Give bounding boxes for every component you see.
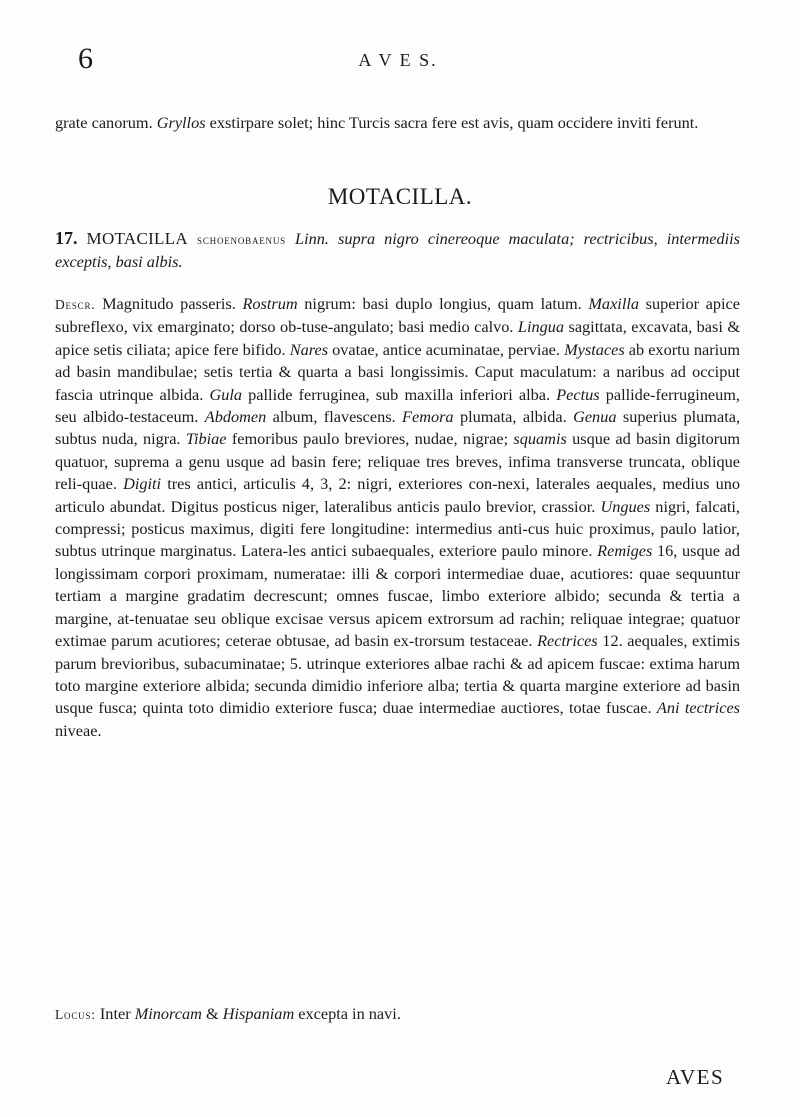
descr-term: Ungues — [600, 496, 651, 516]
catchword: AVES — [666, 1065, 725, 1089]
descr-text: ab exortu narium ad basin mandibulae; setis tertia & quarta a basi longissimis. Caput maculatum: a naribus ad occiput fascia utrinque albida. — [55, 339, 741, 404]
locus-paragraph — [55, 1003, 740, 1026]
species-heading — [55, 227, 740, 274]
descr-term: Tibiae — [185, 429, 227, 449]
species-epithet: schoenobaenus — [197, 232, 286, 247]
descr-text: pallide-ferrugineum, seu albido-testaceum. — [55, 384, 741, 427]
descr-term: Rostrum — [242, 294, 298, 313]
section-title: MOTACILLA. — [327, 184, 473, 209]
running-head: A V E S. — [358, 50, 438, 70]
descr-term: Genua — [573, 407, 617, 427]
locus-place: Hispaniam — [222, 1004, 295, 1023]
species-genus: MOTACILLA — [86, 229, 188, 248]
descr-text: superior apice subreflexo, vix emarginato; dorso ob-tuse-angulato; basi medio calvo. — [55, 294, 741, 337]
intro-paragraph — [55, 112, 740, 134]
descr-text: niveae. — [55, 720, 102, 740]
descr-term: Abdomen — [204, 407, 267, 427]
descr-term: Ani tectrices — [656, 698, 741, 718]
descr-term: Rectrices — [537, 631, 598, 651]
descr-text: nigri, falcati, compressi; posticus maximus, digiti fere longitudine: intermedius anti-cus huic proximus, paulo latior, subtus utrinque marginatus. Latera-les antici subaequales, exteriore paulo minore. — [55, 496, 740, 561]
descr-term: squamis — [513, 429, 567, 449]
descr-label: Descr. — [55, 297, 96, 312]
descr-text: nigrum: basi duplo longius, quam latum. — [297, 294, 589, 313]
descr-term: Remiges — [597, 541, 653, 561]
descr-term: Nares — [289, 339, 329, 359]
descr-term: Lingua — [517, 317, 565, 337]
descr-text: album, flavescens. — [266, 407, 403, 427]
descr-text: femoribus paulo breviores, nudae, nigrae; — [226, 429, 514, 449]
descr-text: superius plumata, subtus nuda, nigra. — [55, 407, 741, 449]
descr-term: Mystaces — [564, 339, 625, 359]
descr-term: Digiti — [123, 474, 162, 494]
descr-text: 12. aequales, extimis parum brevioribus, subacuminatae; 5. utrinque exteriores albae rachi & ad apicem fuscae: extima harum toto margine exteriore albida; secunda dimidio inferiore alba; tertia & quarta margine exteriore ad basin usque fusca; quinta toto dimidio exteriore fusca; duae intermediae auctiores, totae fuscae. — [55, 631, 740, 718]
descr-text: plumata, albida. — [453, 407, 574, 427]
species-number: 17. — [55, 228, 78, 248]
locus-text: excepta in navi. — [294, 1004, 401, 1023]
species-diagnosis: supra nigro cinereoque maculata; rectricibus, intermediis exceptis, basi albis. — [55, 229, 740, 272]
intro-term: Gryllos — [156, 113, 206, 132]
descr-term: Femora — [402, 407, 454, 427]
intro-text: exstirpare solet; hinc Turcis sacra fere est avis, quam occidere inviti ferunt. — [205, 113, 699, 132]
locus-text: Inter — [95, 1004, 135, 1023]
descr-term: Pectus — [556, 384, 600, 404]
descr-term: Gula — [209, 384, 243, 404]
descr-text: ovatae, antice acuminatae, perviae. — [328, 339, 565, 359]
page-header — [78, 44, 718, 74]
intro-text: grate canorum. — [55, 113, 157, 132]
locus-label: Locus: — [55, 1007, 96, 1022]
descr-text: usque ad basin digitorum quatuor, suprema a genu usque ad basin fere; reliquae tres breves, infima transverse truncata, oblique reli-quae. — [55, 429, 741, 494]
descr-text: Magnitudo passeris. — [95, 294, 243, 313]
description-paragraph — [55, 293, 740, 742]
descr-text: sagittata, excavata, basi & apice setis ciliata; apice fere bifido. — [55, 317, 740, 359]
locus-text: & — [201, 1004, 223, 1023]
locus-place: Minorcam — [134, 1004, 202, 1023]
page-number: 6 — [78, 42, 93, 75]
species-author: Linn. — [295, 229, 329, 248]
descr-text: tres antici, articulis 4, 3, 2: nigri, exteriores con-nexi, laterales aequales, medius uno articulo abundat. Digitus posticus niger, lateralibus anticis paulo brevior, crassior. — [55, 474, 740, 516]
descr-text: 16, usque ad longissimam corpori proximam, numeratae: illi & corpori intermediae duae, acutiores: quae sequuntur tertiam a margine gradatim decrescunt; omnes fuscae, limbo exteriore albido; secunda & tertia a margine, at-tenuatae seu oblique excisae versus apicem extrorsum ad rachin; reliquae integrae; quatuor extimae parum acutiores; ceterae obtusae, ad basin ex-trorsum testaceae. — [55, 541, 741, 651]
descr-term: Maxilla — [588, 294, 640, 313]
descr-text: pallide ferruginea, sub maxilla inferiori alba. — [242, 384, 557, 404]
